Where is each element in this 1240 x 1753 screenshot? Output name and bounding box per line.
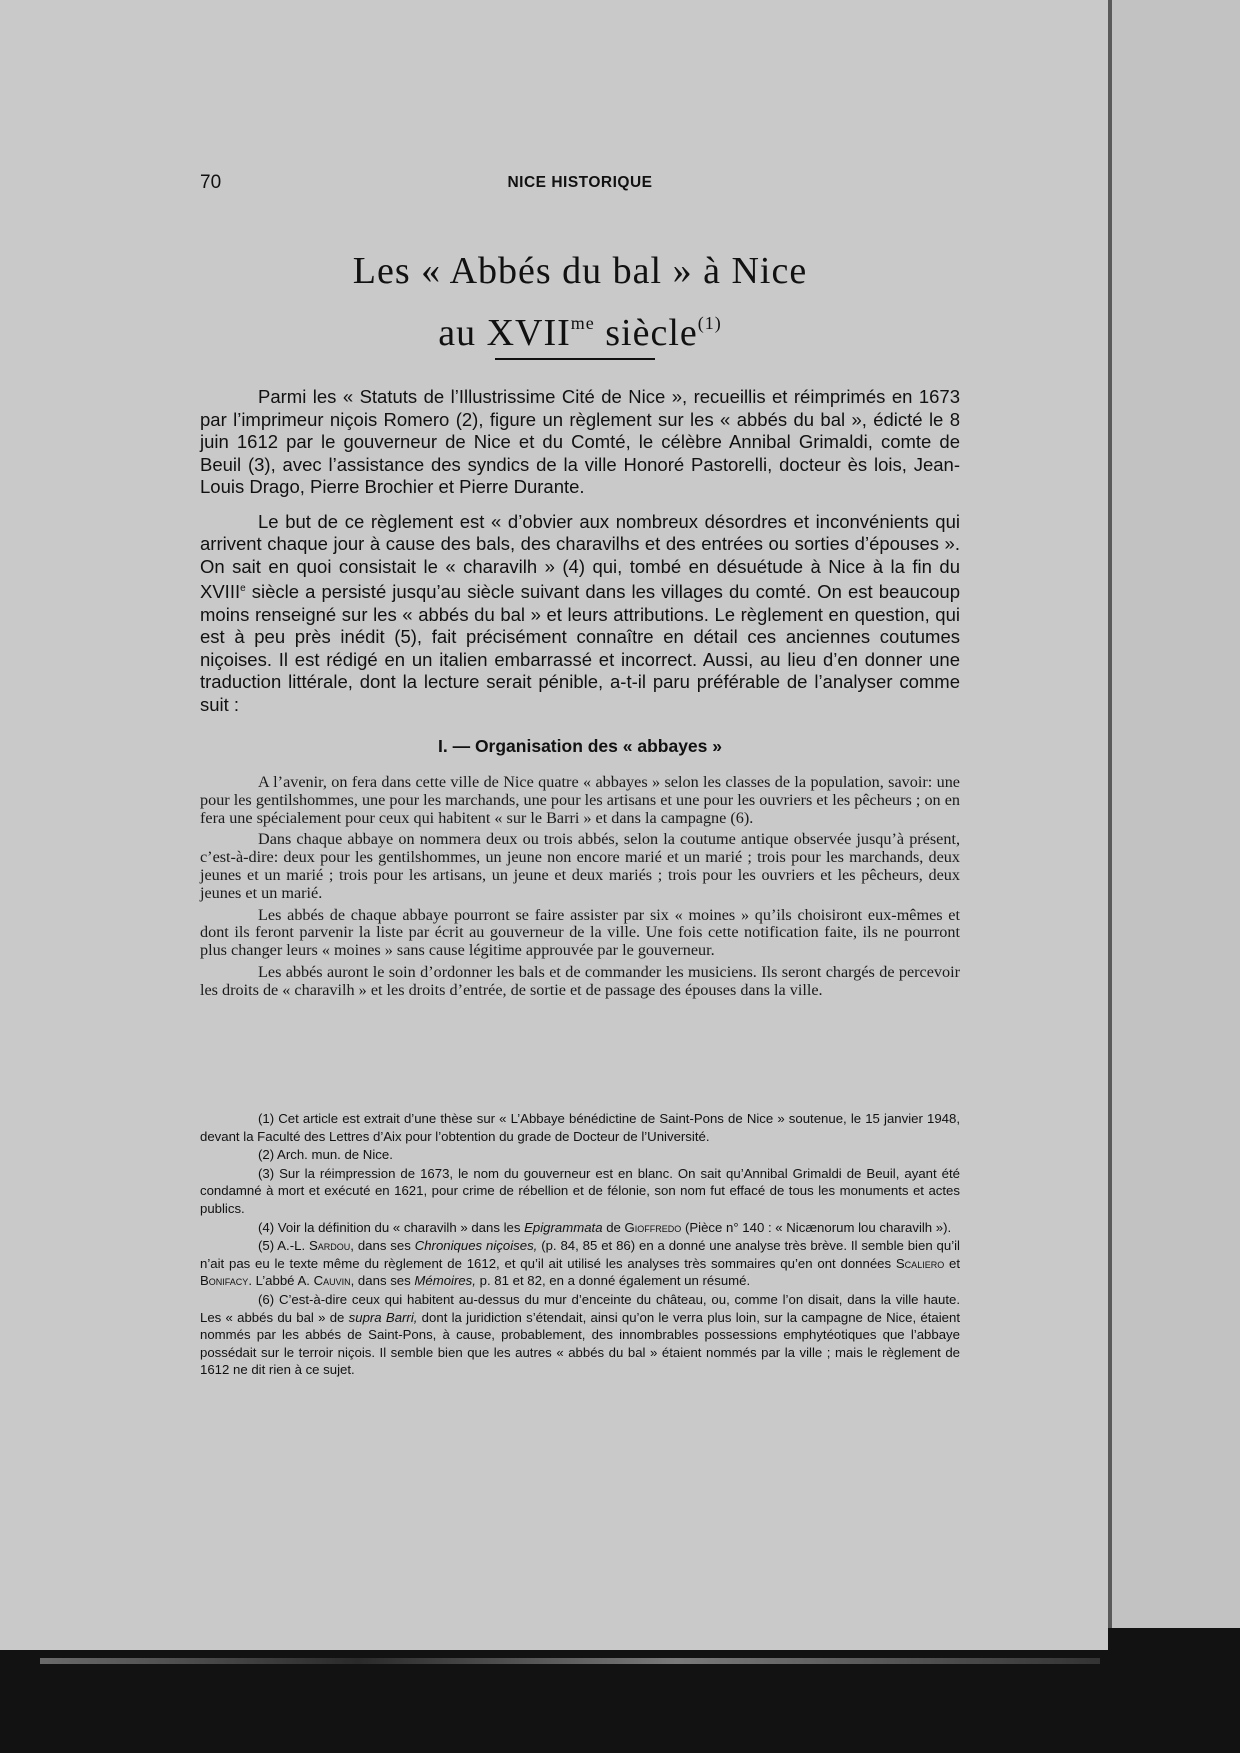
article-title (200, 245, 960, 359)
footnote-4-text: de (602, 1219, 625, 1235)
adjacent-page-edge (1108, 0, 1240, 1628)
footnote-4-work: Epigrammata (524, 1219, 603, 1235)
page-number: 70 (200, 172, 222, 193)
title-line-1: Les « Abbés du bal » à Nice (352, 250, 808, 292)
footnote-3: (3) Sur la réimpression de 1673, le nom du gouverneur est en blanc. On sait qu’Annibal Grimaldi de Beuil, ayant été condamné à mort et exécuté en 1621, pour crime de rébellion et de félonie, son nom fut effacé de tous les monuments et actes publics. (200, 1165, 960, 1216)
scan-artifact (40, 1658, 1100, 1664)
intro-paragraph-2-part-a: Le but de ce règlement est « d’obvier aux nombreux désordres et inconvénients qui arrivent chaque jour à cause des bals, des charavilhs et des entrées ou sorties d’épouses ». On sait en quoi consistait le « charavilh » (4) qui, tombé en désuétude à Nice à la fin du XVIII (200, 510, 960, 603)
running-title: NICE HISTORIQUE (507, 174, 653, 191)
footnote-5 (200, 1237, 960, 1290)
footnote-5-text: (5) A.-L. (258, 1238, 309, 1254)
intro-paragraph-1: Parmi les « Statuts de l’Illustrissime Cité de Nice », recueillis et réimprimés en 1673 par l’imprimeur niçois Romero (2), figure un règlement sur les « abbés du bal », édicté le 8 juin 1612 par le gouverneur de Nice et du Comté, le célèbre Annibal Grimaldi, comte de Beuil (3), avec l’assistance des syndics de la ville Honoré Pastorelli, docteur ès lois, Jean-Louis Drago, Pierre Brochier et Pierre Durante. (200, 386, 960, 497)
scan-background (0, 1650, 1240, 1753)
title-line-2 (200, 297, 960, 359)
regulation-text (200, 774, 960, 1000)
regulation-paragraph-4: Les abbés auront le soin d’ordonner les bals et de commander les musiciens. Ils seront chargés de percevoir les droits de « charavilh » et les droits d’entrée, de sortie et de passage des épouses dans la ville. (200, 962, 960, 999)
title-divider (495, 358, 655, 360)
title-century: au XVII (438, 312, 571, 354)
footnote-5-text: (p. 84, 85 et 86) en a donné une analyse très brève. Il semble bien qu’il n’ait pas eu le texte même du règlement de 1612, et qu’il ait utilisé les analyses très sommaires qu’en ont données (200, 1238, 960, 1271)
footnote-5-author: Bonifacy (200, 1273, 249, 1289)
footnote-6-term: supra Barri, (348, 1309, 418, 1325)
footnote-1: (1) Cet article est extrait d’une thèse sur « L’Abbaye bénédictine de Saint-Pons de Nice » soutenue, le 15 janvier 1948, devant la Faculté des Lettres d’Aix pour l’obtention du grade de Docteur de l’Université. (200, 1111, 960, 1144)
footnote-4-text: (Pièce n° 140 : « Nicænorum lou charavilh »). (681, 1219, 952, 1235)
title-century-sup: me (570, 313, 595, 333)
title-footnote-mark: (1) (697, 313, 722, 333)
footnote-5-author: Scaliero (895, 1255, 945, 1271)
footnote-5-text: , dans ses (350, 1238, 415, 1254)
intro-paragraph-2-part-b: siècle a persisté jusqu’au siècle suivant dans les villages du comté. On est beaucoup moins renseigné sur les « abbés du bal » et leurs attributions. Le règlement en question, qui est à peu près inédit (5), fait précisément connaître en détail ces anciennes coutumes niçoises. Il est rédigé en un italien embarrassé et incorrect. Aussi, au lieu d’en donner une traduction littérale, dont la lecture serait pénible, a-t-il paru préférable de l’analyser comme suit : (200, 581, 960, 715)
footnote-4-author: Gioffredo (624, 1219, 682, 1235)
footnote-5-text: . L’abbé A. (248, 1273, 314, 1289)
regulation-paragraph-2: Dans chaque abbaye on nommera deux ou trois abbés, selon la coutume antique observée jusqu’à présent, c’est-à-dire: deux pour les gentilshommes, un jeune non encore marié et un marié ; trois pour les marchands, deux jeunes et un marié ; trois pour les artisans, un jeune et deux mariés ; trois pour les ouvriers et les pêcheurs, deux jeunes et un marié. (200, 830, 960, 902)
page-header (200, 172, 960, 198)
title-siecle: siècle (594, 312, 698, 354)
footnote-5-work: Mémoires, (414, 1273, 476, 1289)
regulation-paragraph-3: Les abbés de chaque abbaye pourront se faire assister par six « moines » qu’ils choisiront eux-mêmes et dont ils feront parvenir la liste par écrit au gouverneur de la ville. Une fois cette notification faite, ils ne pourront plus changer leurs « moines » sans cause légitime approuvée par le gouverneur. (200, 905, 960, 960)
footnote-5-text: p. 81 et 82, en a donné également un résumé. (475, 1273, 751, 1289)
footnotes (200, 1110, 960, 1379)
footnote-6-text: dont la juridiction s’étendait, ainsi qu’on le verra plus loin, sur la campagne de Nice, étaient nommés par les abbés de Saint-Pons, à cause, probablement, des innombrables possessions emphytéotiques que l’abbaye possédait sur le terroir niçois. Il semble bien que les autres « abbés du bal » étaient nommés par la ville ; mais le règlement de 1612 ne dit rien à ce sujet. (200, 1309, 960, 1378)
footnote-5-author: Sardou (308, 1238, 351, 1254)
footnote-6 (200, 1291, 960, 1379)
section-heading: I. — Organisation des « abbayes » (438, 736, 722, 756)
footnote-4-text: (4) Voir la définition du « charavilh » dans les (258, 1219, 525, 1235)
footnote-5-text: et (944, 1255, 960, 1271)
intro-text (200, 386, 960, 716)
intro-paragraph-2 (200, 511, 960, 717)
footnote-2: (2) Arch. mun. de Nice. (258, 1147, 393, 1163)
footnote-5-text: , dans ses (350, 1273, 415, 1289)
intro-paragraph-2-sup: e (240, 583, 246, 594)
footnote-5-author: Cauvin (313, 1273, 351, 1289)
footnote-5-work: Chroniques niçoises, (414, 1238, 538, 1254)
regulation-paragraph-1: A l’avenir, on fera dans cette ville de Nice quatre « abbayes » selon les classes de la population, savoir: une pour les gentilshommes, une pour les marchands, une pour les artisans et une pour les ouvriers et les pêcheurs ; on en fera une spécialement pour ceux qui habitent « sur le Barri » et dans la campagne (6). (200, 773, 960, 827)
footnote-4 (200, 1219, 960, 1237)
footnote-6-text: (6) C’est-à-dire ceux qui habitent au-dessus du mur d’enceinte du château, ou, comme l’on disait, dans la ville haute. Les « abbés du bal » de (200, 1291, 960, 1325)
